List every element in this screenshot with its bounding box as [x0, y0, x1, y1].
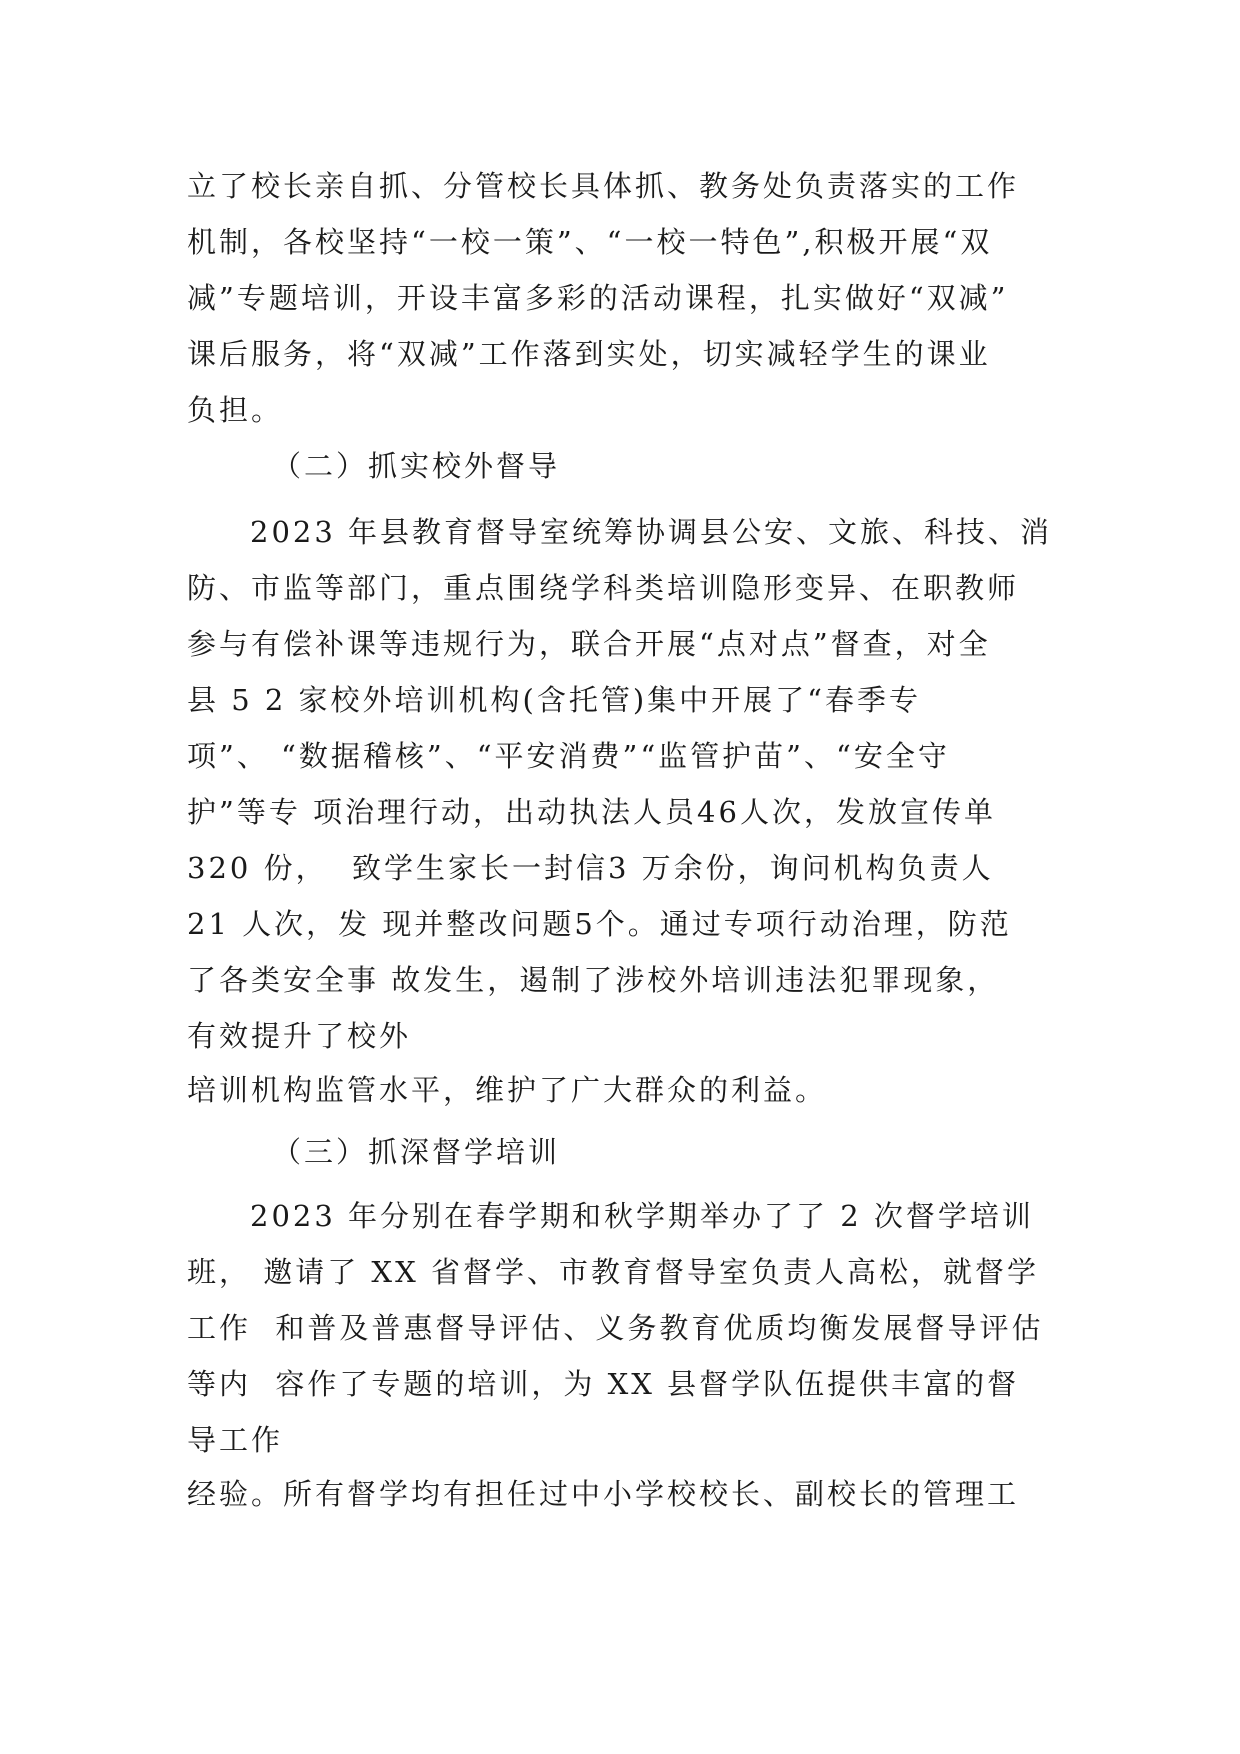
- section-heading-3: （三）抓深督学培训: [272, 1135, 561, 1169]
- paragraph-2-line-11: 培训机构监管水平，维护了广大群众的利益。: [187, 1073, 828, 1107]
- paragraph-1-line-1: 立了校长亲自抓、分管校长具体抓、教务处负责落实的工作: [187, 169, 1020, 203]
- paragraph-1-line-2: 机制，各校坚持“一校一策”、“一校一特色”,积极开展“双: [187, 225, 993, 259]
- section-heading-2: （二）抓实校外督导: [272, 449, 561, 483]
- paragraph-2-line-6: 护”等专 项治理行动，出动执法人员46人次，发放宣传单: [187, 795, 996, 829]
- paragraph-2-line-2: 防、市监等部门，重点围绕学科类培训隐形变异、在职教师: [187, 571, 1020, 605]
- paragraph-2-line-5: 项”、 “数据稽核”、“平安消费”“监管护苗”、“安全守: [187, 739, 950, 773]
- paragraph-2-line-4: 县 5 2 家校外培训机构(含托管)集中开展了“春季专: [187, 683, 922, 717]
- paragraph-2-line-10: 有效提升了校外: [187, 1019, 412, 1053]
- paragraph-2-line-1: 2023 年县教育督导室统筹协调县公安、文旅、科技、消: [250, 515, 1053, 549]
- paragraph-2-line-9: 了各类安全事 故发生，遏制了涉校外培训违法犯罪现象，: [187, 963, 1000, 997]
- paragraph-2-line-8: 21 人次，发 现并整改问题5个。通过专项行动治理，防范: [187, 907, 1012, 941]
- paragraph-1-line-3: 减”专题培训，开设丰富多彩的活动课程，扎实做好“双减”: [187, 281, 1009, 315]
- paragraph-3-line-3: 工作 和普及普惠督导评估、义务教育优质均衡发展督导评估: [187, 1311, 1044, 1345]
- paragraph-3-line-5: 导工作: [187, 1423, 284, 1457]
- paragraph-3-line-4: 等内 容作了专题的培训，为 XX 县督学队伍提供丰富的督: [187, 1367, 1020, 1401]
- paragraph-3-line-1: 2023 年分别在春学期和秋学期举办了了 2 次督学培训: [250, 1199, 1034, 1233]
- paragraph-2-line-3: 参与有偿补课等违规行为，联合开展“点对点”督查，对全: [187, 627, 991, 661]
- paragraph-3-line-2: 班， 邀请了 XX 省督学、市教育督导室负责人高松，就督学: [187, 1255, 1039, 1289]
- paragraph-2-line-7: 320 份， 致学生家长一封信3 万余份，询问机构负责人: [187, 851, 994, 885]
- paragraph-1-line-4: 课后服务，将“双减”工作落到实处，切实减轻学生的课业: [187, 337, 991, 371]
- paragraph-1-line-5: 负担。: [187, 393, 284, 427]
- paragraph-3-line-6: 经验。所有督学均有担任过中小学校校长、副校长的管理工: [187, 1477, 1020, 1511]
